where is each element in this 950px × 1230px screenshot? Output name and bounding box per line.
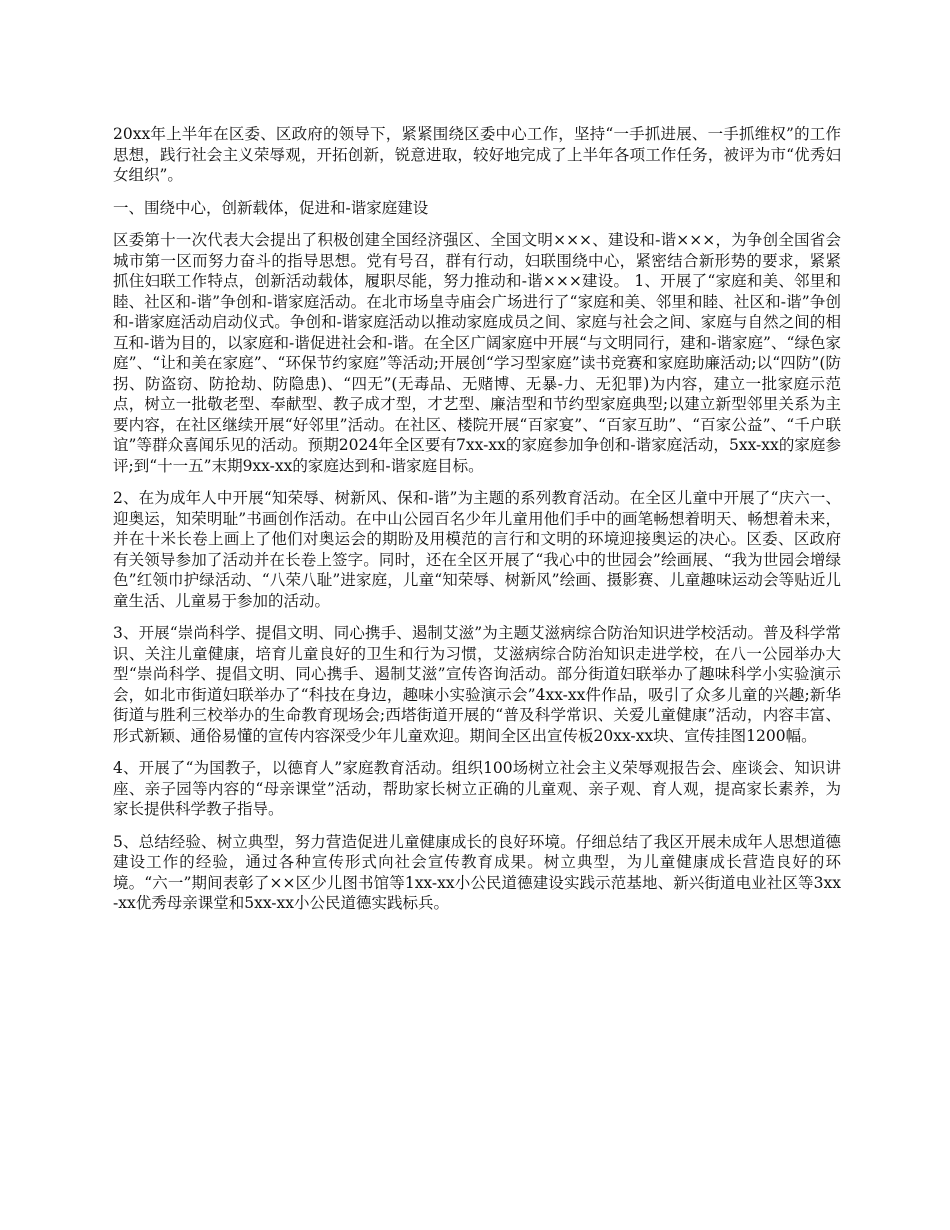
document-body [113,124,841,926]
paragraph-youth-education: 2、在为成年人中开展“知荣辱、树新风、保和-谐”为主题的系列教育活动。在全区儿童中开展了“庆六一、迎奥运，知荣明耻”书画创作活动。在中山公园百名少年儿童用他们手中的画笔畅想着明天、畅想着未来，并在十米长卷上画上了他们对奥运会的期盼及用模范的言行和文明的环境迎接奥运的决心。区委、区政府有关领导参加了活动并在长卷上签字。同时，还在全区开展了“我心中的世园会”绘画展、“我为世园会增绿色”红领巾护绿活动、“八荣八耻”进家庭，儿童“知荣辱、树新风”绘画、摄影赛、儿童趣味运动会等贴近儿童生活、儿童易于参加的活动。 [113,489,841,610]
section-heading: 一、围绕中心，创新载体，促进和-谐家庭建设 [113,198,429,217]
paragraph-family-education: 4、开展了“为国教子，以德育人”家庭教育活动。组织100场树立社会主义荣辱观报告会、座谈会、知识讲座、亲子园等内容的“母亲课堂”活动，帮助家长树立正确的儿童观、亲子观、育人观，提高家长素养，为家长提供科学教子指导。 [113,759,841,818]
paragraph-aids-prevention: 3、开展“崇尚科学、提倡文明、同心携手、遏制艾滋”为主题艾滋病综合防治知识进学校活动。普及科学常识、关注儿童健康，培育儿童良好的卫生和行为习惯，艾滋病综合防治知识走进学校，在八一公园举办大型“崇尚科学、提倡文明、同心携手、遏制艾滋”宣传咨询活动。部分街道妇联举办了趣味科学小实验演示会，如北市街道妇联举办了“科技在身边，趣味小实验演示会”4xx-xx件作品，吸引了众多儿童的兴趣;新华街道与胜利三校举办的生命教育现场会;西塔街道开展的“普及科学常识、关爱儿童健康”活动，内容丰富、形式新颖、通俗易懂的宣传内容深受少年儿童欢迎。期间全区出宣传板20xx-xx块、宣传挂图1200幅。 [113,624,841,745]
paragraph-role-models: 5、总结经验、树立典型，努力营造促进儿童健康成长的良好环境。仔细总结了我区开展未成年人思想道德建设工作的经验，通过各种宣传形式向社会宣传教育成果。树立典型，为儿童健康成长营造良好的环境。“六一”期间表彰了××区少儿图书馆等1xx-xx小公民道德建设实践示范基地、新兴街道电业社区等3xx-xx优秀母亲课堂和5xx-xx小公民道德实践标兵。 [113,832,841,912]
intro-paragraph: 20xx年上半年在区委、区政府的领导下，紧紧围绕区委中心工作，坚持“一手抓进展、一手抓维权”的工作思想，践行社会主义荣辱观，开拓创新，锐意进取，较好地完成了上半年各项工作任务，被评为市“优秀妇女组织”。 [113,125,841,184]
paragraph-family-harmony: 区委第十一次代表大会提出了积极创建全国经济强区、全国文明×××、建设和-谐×××，为争创全国省会城市第一区而努力奋斗的指导思想。党有号召，群有行动，妇联围绕中心，紧密结合新形势的要求，紧紧抓住妇联工作特点，创新活动载体，履职尽能，努力推动和-谐×××建设。 1、开展了“家庭和美、邻里和睦、社区和-谐”争创和-谐家庭活动。在北市场皇寺庙会广场进行了“家庭和美、邻里和睦、社区和-谐”争创和-谐家庭活动启动仪式。争创和-谐家庭活动以推动家庭成员之间、家庭与社会之间、家庭与自然之间的相互和-谐为目的，以家庭和-谐促进社会和-谐。在全区广阔家庭中开展“与文明同行，建和-谐家庭”、“绿色家庭”、“让和美在家庭”、“环保节约家庭”等活动;开展创“学习型家庭”读书竞赛和家庭助廉活动;以“四防”(防拐、防盗窃、防抢劫、防隐患)、“四无”(无毒品、无赌博、无暴-力、无犯罪)为内容，建立一批家庭示范点，树立一批敬老型、奉献型、教子成才型，才艺型、廉洁型和节约型家庭典型;以建立新型邻里关系为主要内容，在社区继续开展“好邻里”活动。在社区、楼院开展“百家宴”、“百家互助”、“百家公益”、“千户联谊”等群众喜闻乐见的活动。预期2024年全区要有7xx-xx的家庭参加争创和-谐家庭活动，5xx-xx的家庭参评;到“十一五”末期9xx-xx的家庭达到和-谐家庭目标。 [113,231,841,475]
